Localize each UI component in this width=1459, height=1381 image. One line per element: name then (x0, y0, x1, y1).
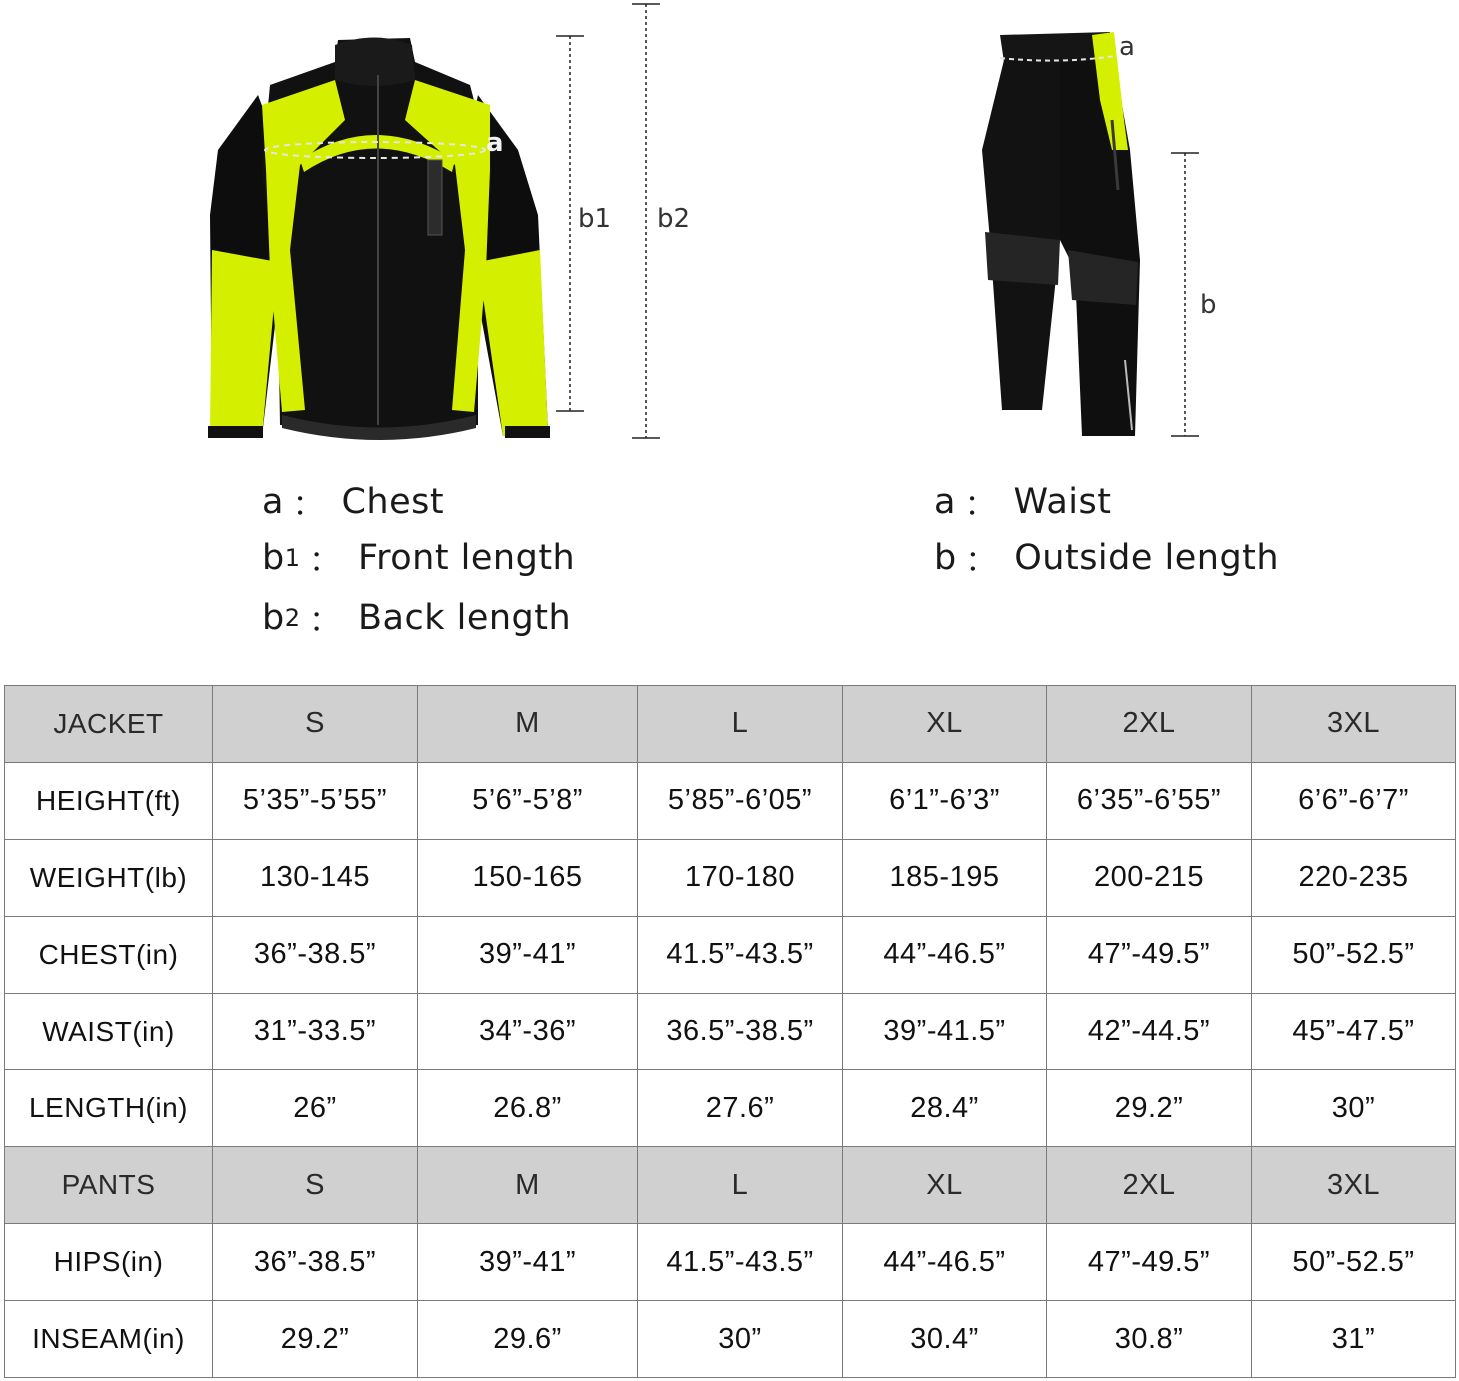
header-cell: 2XL (1047, 1147, 1252, 1224)
table-cell: 50”-52.5” (1252, 916, 1456, 993)
table-cell: 44”-46.5” (843, 1224, 1047, 1301)
table-cell: 27.6” (638, 1070, 843, 1147)
table-cell: 5’35”-5’55” (213, 762, 418, 839)
table-cell: 6’6”-6’7” (1252, 762, 1456, 839)
table-cell: 47”-49.5” (1047, 1224, 1252, 1301)
pants-header-row (5, 1147, 1456, 1224)
header-cell: L (638, 1147, 843, 1224)
table-cell: 26.8” (418, 1070, 638, 1147)
table-cell: 44”-46.5” (843, 916, 1047, 993)
jacket-front-length-label: b1 (578, 204, 612, 234)
jacket-legend (262, 474, 575, 646)
legend-separator: ： (308, 541, 345, 581)
table-cell: 47”-49.5” (1047, 916, 1252, 993)
legend-symbol: b (934, 538, 957, 578)
table-cell: 26” (213, 1070, 418, 1147)
legend-symbol: a (934, 482, 956, 522)
header-cell: 3XL (1252, 686, 1456, 763)
table-cell: 41.5”-43.5” (638, 916, 843, 993)
table-cell: 34”-36” (418, 993, 638, 1070)
table-cell: 170-180 (638, 839, 843, 916)
legend-separator: ： (963, 485, 1000, 525)
table-cell: 29.2” (213, 1301, 418, 1378)
legend-label: Outside length (1014, 538, 1280, 578)
table-cell: 30.8” (1047, 1301, 1252, 1378)
table-cell: 39”-41” (418, 916, 638, 993)
illustration-area (0, 0, 1459, 660)
legend-symbol: b (262, 538, 285, 578)
table-cell: 30” (1252, 1070, 1456, 1147)
table-cell: 5’85”-6’05” (638, 762, 843, 839)
legend-subscript: 1 (284, 544, 301, 572)
table-cell: 220-235 (1252, 839, 1456, 916)
legend-separator: ： (964, 541, 1001, 581)
legend-symbol: b (262, 598, 285, 638)
table-cell: 29.2” (1047, 1070, 1252, 1147)
header-cell: S (213, 686, 418, 763)
back-length-dimension (632, 4, 660, 438)
header-cell: M (418, 1147, 638, 1224)
header-cell: 2XL (1047, 686, 1252, 763)
header-cell: S (213, 1147, 418, 1224)
row-header: CHEST(in) (5, 916, 213, 993)
pants-illustration (982, 32, 1140, 436)
table-cell: 30” (638, 1301, 843, 1378)
header-cell: PANTS (5, 1147, 213, 1224)
table-cell: 39”-41” (418, 1224, 638, 1301)
table-cell: 31” (1252, 1301, 1456, 1378)
table-cell: 31”-33.5” (213, 993, 418, 1070)
table-cell: 42”-44.5” (1047, 993, 1252, 1070)
legend-label: Chest (341, 482, 445, 522)
legend-item-outside-length (934, 530, 1279, 586)
legend-label: Waist (1013, 482, 1112, 522)
pants-legend (934, 474, 1279, 586)
jacket-header-row (5, 686, 1456, 763)
legend-item-chest (262, 474, 575, 530)
row-header: INSEAM(in) (5, 1301, 213, 1378)
table-row (5, 1070, 1456, 1147)
table-row (5, 762, 1456, 839)
table-cell: 45”-47.5” (1252, 993, 1456, 1070)
row-header: WAIST(in) (5, 993, 213, 1070)
row-header: HIPS(in) (5, 1224, 213, 1301)
jacket-illustration (208, 38, 550, 441)
legend-symbol: a (262, 482, 284, 522)
legend-item-waist (934, 474, 1279, 530)
header-cell: JACKET (5, 686, 213, 763)
table-cell: 130-145 (213, 839, 418, 916)
pants-waist-label: a (1119, 32, 1135, 62)
table-cell: 30.4” (843, 1301, 1047, 1378)
table-cell: 6’35”-6’55” (1047, 762, 1252, 839)
pants-length-label: b (1200, 290, 1217, 320)
table-cell: 36”-38.5” (213, 916, 418, 993)
table-cell: 200-215 (1047, 839, 1252, 916)
legend-item-back-length (262, 590, 575, 646)
legend-separator: ： (291, 485, 328, 525)
header-cell: XL (843, 686, 1047, 763)
outside-length-dimension (1171, 153, 1199, 436)
legend-item-front-length (262, 530, 575, 586)
table-cell: 36”-38.5” (213, 1224, 418, 1301)
legend-label: Front length (358, 538, 576, 578)
table-cell: 36.5”-38.5” (638, 993, 843, 1070)
table-cell: 29.6” (418, 1301, 638, 1378)
table-cell: 39”-41.5” (843, 993, 1047, 1070)
header-cell: L (638, 686, 843, 763)
legend-subscript: 2 (284, 604, 301, 632)
header-cell: XL (843, 1147, 1047, 1224)
table-cell: 6’1”-6’3” (843, 762, 1047, 839)
table-row (5, 1301, 1456, 1378)
size-chart-table (4, 685, 1456, 1378)
table-cell: 150-165 (418, 839, 638, 916)
legend-separator: ： (308, 601, 345, 641)
table-cell: 28.4” (843, 1070, 1047, 1147)
header-cell: 3XL (1252, 1147, 1456, 1224)
row-header: HEIGHT(ft) (5, 762, 213, 839)
table-cell: 50”-52.5” (1252, 1224, 1456, 1301)
header-cell: M (418, 686, 638, 763)
row-header: WEIGHT(lb) (5, 839, 213, 916)
jacket-back-length-label: b2 (657, 204, 691, 234)
table-cell: 5’6”-5’8” (418, 762, 638, 839)
table-cell: 185-195 (843, 839, 1047, 916)
jacket-chest-label: a (486, 128, 504, 158)
table-row (5, 993, 1456, 1070)
row-header: LENGTH(in) (5, 1070, 213, 1147)
table-row (5, 1224, 1456, 1301)
table-cell: 41.5”-43.5” (638, 1224, 843, 1301)
table-row (5, 839, 1456, 916)
table-row (5, 916, 1456, 993)
legend-label: Back length (358, 598, 572, 638)
